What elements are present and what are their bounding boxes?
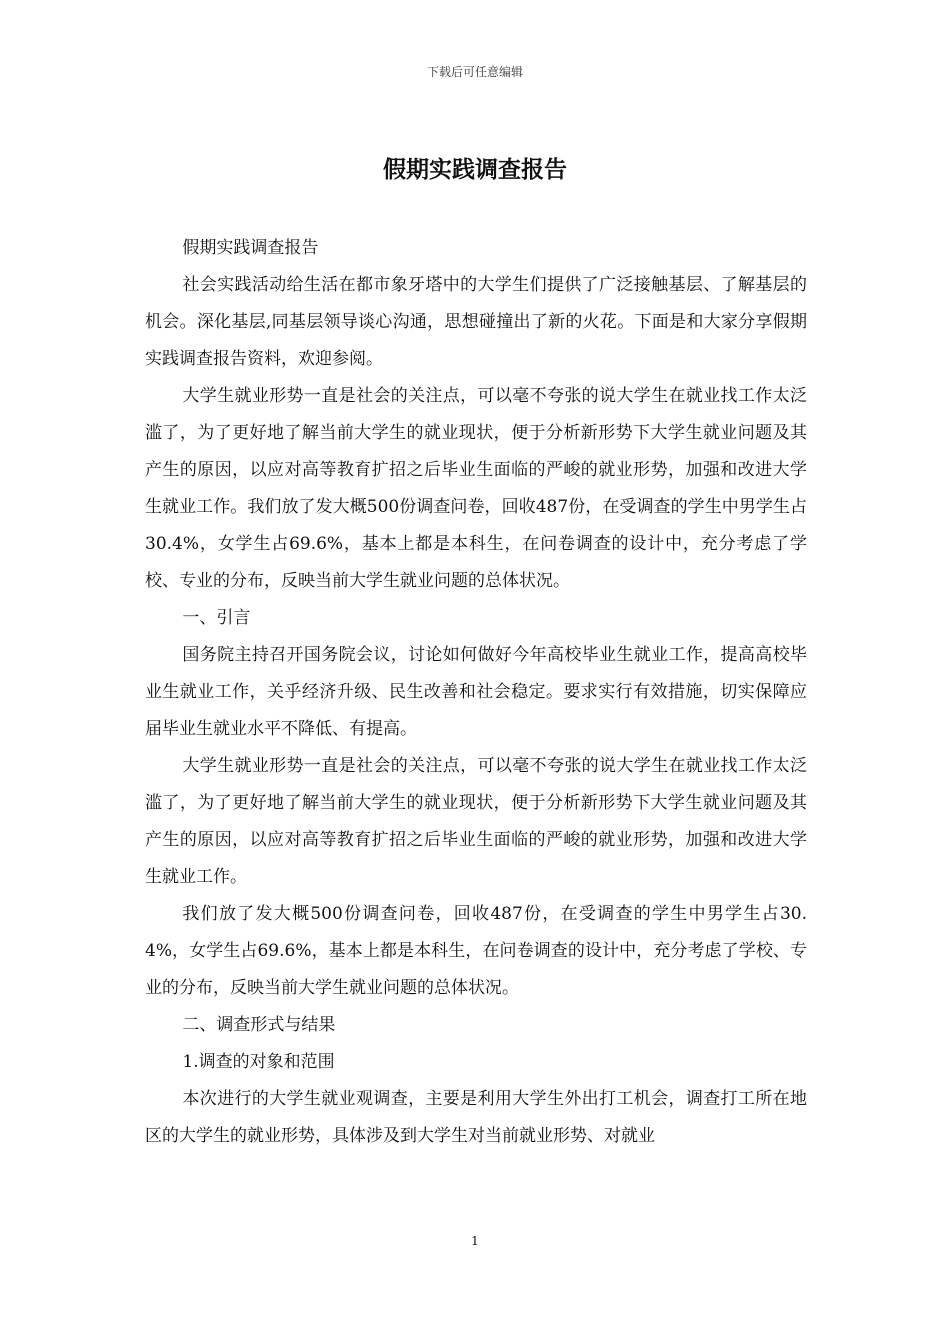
document-body [145, 230, 807, 1155]
paragraph-survey-scope: 本次进行的大学生就业观调查，主要是利用大学生外出打工机会，调查打工所在地区的大学生的就业形势，具体涉及到大学生对当前就业形势、对就业 [145, 1089, 807, 1146]
paragraph-survey-sample: 我们放了发大概500份调查问卷，回收487份，在受调查的学生中男学生占30.4%，女学生占69.6%，基本上都是本科生，在问卷调查的设计中，充分考虑了学校、专业的分布，反映当前大学生就业问题的总体状况。 [145, 904, 807, 998]
section-heading-introduction: 一、引言 [182, 608, 251, 628]
paragraph-subtitle: 假期实践调查报告 [182, 238, 319, 258]
paragraph-background: 大学生就业形势一直是社会的关注点，可以毫不夸张的说大学生在就业找工作太泛滥了，为了更好地了解当前大学生的就业现状，便于分析新形势下大学生就业问题及其产生的原因，以应对高等教育扩招之后毕业生面临的严峻的就业形势，加强和改进大学生就业工作。我们放了发大概500份调查问卷，回收487份，在受调查的学生中男学生占30.4%，女学生占69.6%，基本上都是本科生，在问卷调查的设计中，充分考虑了学校、专业的分布，反映当前大学生就业问题的总体状况。 [145, 386, 807, 591]
page-header-note: 下载后可任意编辑 [426, 65, 523, 79]
page-number: 1 [471, 1234, 479, 1248]
paragraph-state-council: 国务院主持召开国务院会议，讨论如何做好今年高校毕业生就业工作，提高高校毕业生就业工作，关乎经济升级、民生改善和社会稳定。要求实行有效措施，切实保障应届毕业生就业水平不降低、有提高。 [145, 645, 807, 739]
document-title: 假期实践调查报告 [383, 156, 567, 183]
subsection-heading-scope: 1.调查的对象和范围 [182, 1052, 335, 1072]
paragraph-intro: 社会实践活动给生活在都市象牙塔中的大学生们提供了广泛接触基层、了解基层的机会。深化基层,同基层领导谈心沟通，思想碰撞出了新的火花。下面是和大家分享假期实践调查报告资料，欢迎参阅。 [145, 275, 807, 369]
paragraph-employment-situation: 大学生就业形势一直是社会的关注点，可以毫不夸张的说大学生在就业找工作太泛滥了，为了更好地了解当前大学生的就业现状，便于分析新形势下大学生就业问题及其产生的原因，以应对高等教育扩招之后毕业生面临的严峻的就业形势，加强和改进大学生就业工作。 [145, 756, 807, 887]
section-heading-survey-results: 二、调查形式与结果 [182, 1015, 336, 1035]
